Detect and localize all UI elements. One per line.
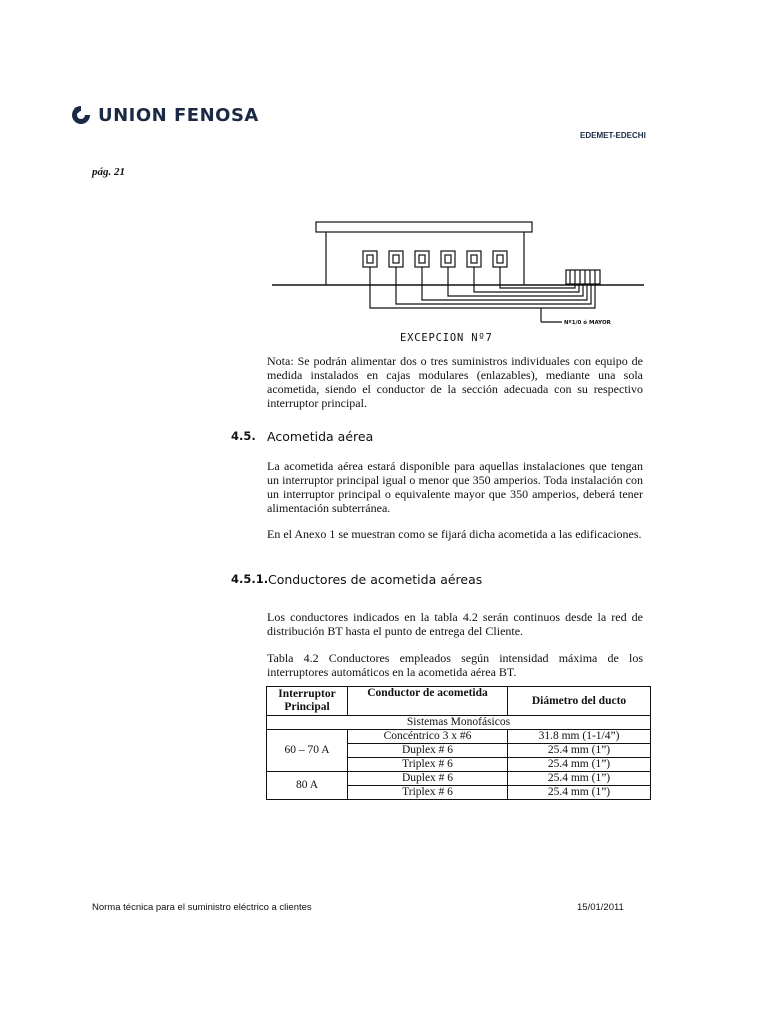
conductor-cell: Duplex # 6 — [348, 744, 508, 758]
section-title: Acometida aérea — [267, 429, 374, 444]
footer-date: 15/01/2011 — [577, 902, 624, 913]
table-row — [267, 730, 651, 744]
conductor-table — [266, 686, 651, 800]
subsection-paragraph: Los conductores indicados en la tabla 4.2 serán continuos desde la red de distribución BT hasta el punto de entrega del Cliente. — [267, 610, 643, 638]
meter-diagram — [270, 218, 650, 333]
section-number: 4.5. — [231, 429, 256, 443]
building-roof — [316, 222, 532, 232]
table-subheader: Sistemas Monofásicos — [267, 716, 651, 730]
figure-caption: EXCEPCION Nº7 — [400, 332, 493, 344]
footer-title: Norma técnica para el suministro eléctrico a clientes — [92, 902, 312, 913]
diagram-callout: Nº1/0 ó MAYOR — [564, 320, 611, 326]
diameter-cell: 25.4 mm (1”) — [508, 786, 651, 800]
section-paragraph: La acometida aérea estará disponible para aquellas instalaciones que tengan un interruptor principal igual o menor que 350 amperios. Toda instalación con un interruptor principal o equivalente mayor que 350 amperios, deberá tener alimentación subterránea. — [267, 459, 643, 515]
conductor-cell: Triplex # 6 — [348, 758, 508, 772]
page-number: pág. 21 — [92, 166, 125, 178]
table-caption: Tabla 4.2 Conductores empleados según intensidad máxima de los interruptores automáticos en la acometida aérea BT. — [267, 651, 643, 679]
conductor-cell: Triplex # 6 — [348, 786, 508, 800]
table-row — [267, 772, 651, 786]
subsection-number: 4.5.1. — [231, 572, 269, 586]
table-header-cell: Conductor de acometida — [348, 687, 508, 716]
company-code: EDEMET-EDECHI — [580, 131, 646, 140]
meter-boxes — [363, 251, 507, 267]
union-fenosa-logo-icon — [70, 104, 92, 126]
diameter-cell: 25.4 mm (1”) — [508, 744, 651, 758]
conductor-cell: Concéntrico 3 x #6 — [348, 730, 508, 744]
note-paragraph: Nota: Se podrán alimentar dos o tres suministros individuales con equipo de medida instalados en cajas modulares (enlazables), mediante una sola acometida, siendo el conductor de la sección adecuada con su respectivo interruptor principal. — [267, 354, 643, 410]
diameter-cell: 25.4 mm (1”) — [508, 772, 651, 786]
subsection-title: Conductores de acometida aéreas — [268, 572, 483, 587]
breaker-cell: 80 A — [267, 772, 348, 800]
logo-text: UNION FENOSA — [98, 104, 259, 126]
section-paragraph: En el Anexo 1 se muestran como se fijará dicha acometida a las edificaciones. — [267, 527, 642, 541]
diameter-cell: 31.8 mm (1-1/4”) — [508, 730, 651, 744]
table-header-row — [267, 687, 651, 716]
conductor-cell: Duplex # 6 — [348, 772, 508, 786]
table-header-cell: Diámetro del ducto — [508, 687, 651, 716]
company-logo — [70, 104, 259, 126]
table-subheader-row — [267, 716, 651, 730]
table-header-cell: Interruptor Principal — [267, 687, 348, 716]
breaker-cell: 60 – 70 A — [267, 730, 348, 772]
diameter-cell: 25.4 mm (1”) — [508, 758, 651, 772]
